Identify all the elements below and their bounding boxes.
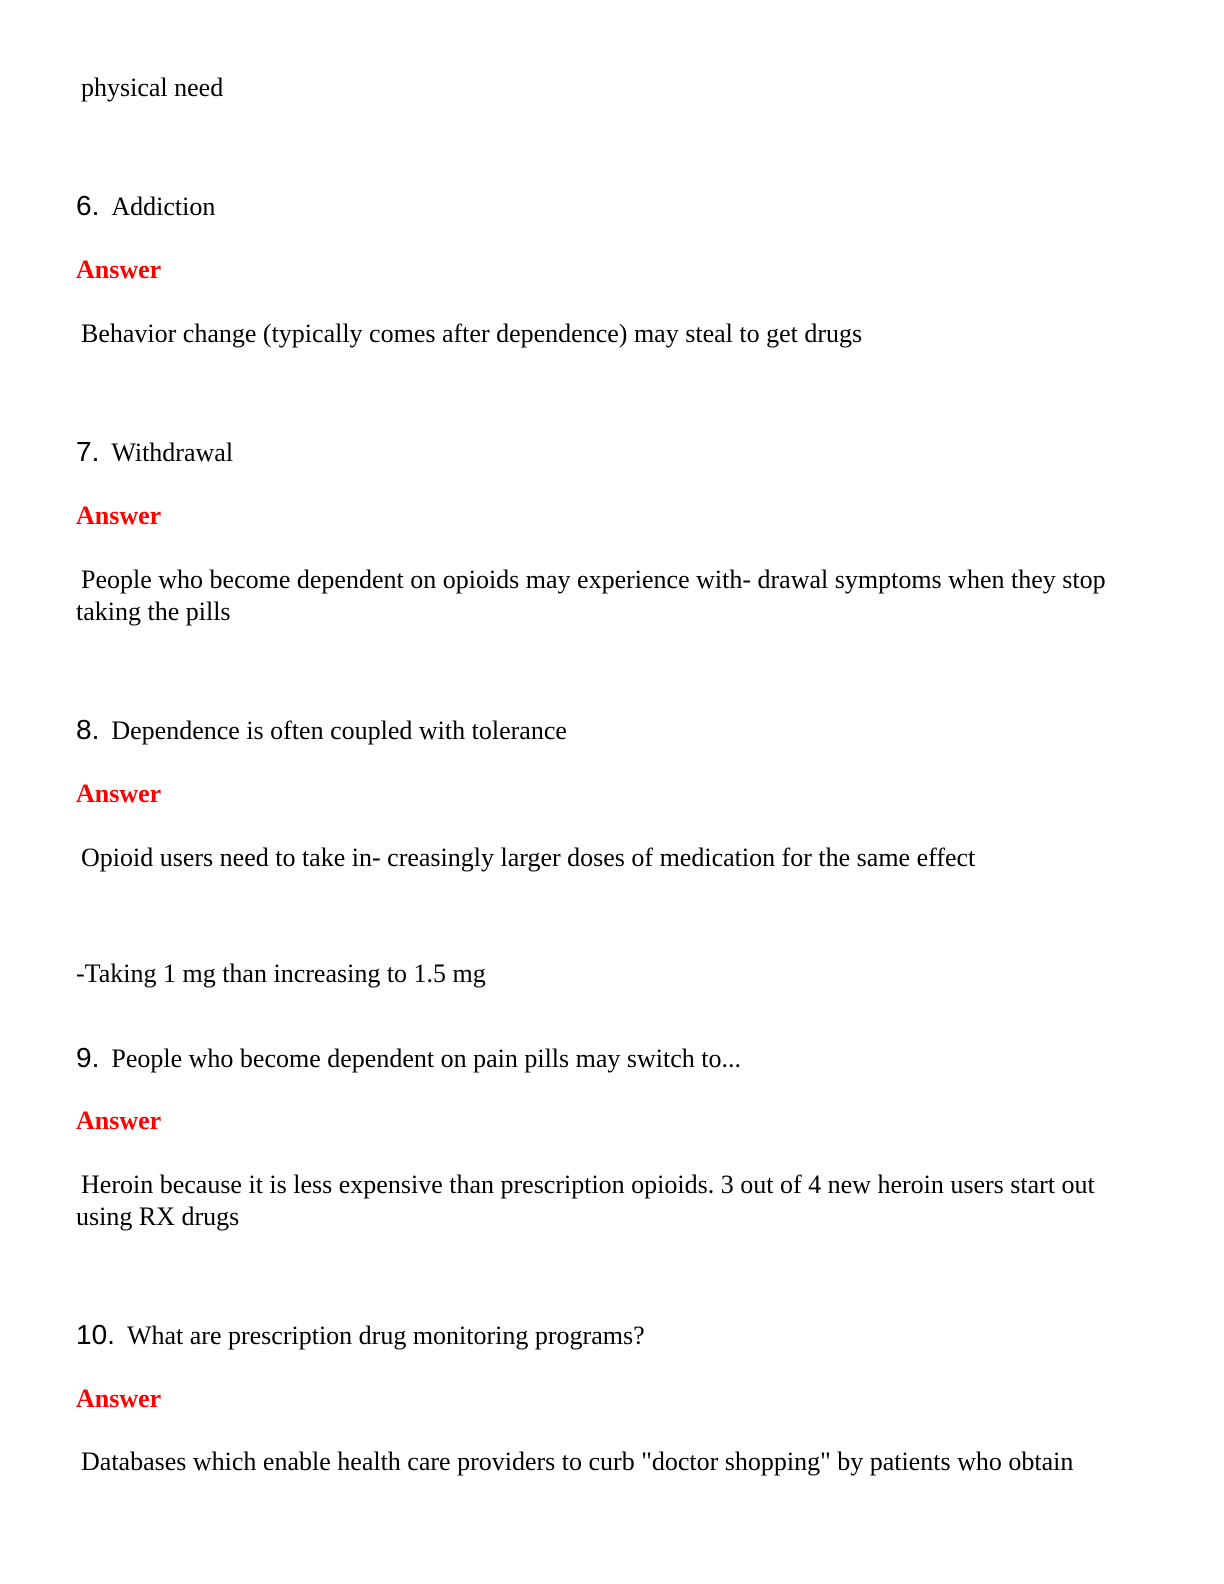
answer-text: Databases which enable health care providers to curb "doctor shopping" by patients who obtain bbox=[81, 1447, 1074, 1476]
question-6 bbox=[76, 190, 215, 223]
question-10 bbox=[76, 1319, 645, 1352]
question-7 bbox=[76, 436, 233, 469]
question-text: People who become dependent on pain pills may switch to... bbox=[111, 1044, 742, 1073]
answer-label: Answer bbox=[76, 779, 162, 808]
answer-text: Opioid users need to take in- creasingly larger doses of medication for the same effect bbox=[81, 843, 976, 872]
question-9 bbox=[76, 1042, 741, 1075]
question-number: 8. bbox=[76, 714, 100, 745]
answer-label: Answer bbox=[76, 501, 162, 530]
question-8 bbox=[76, 714, 567, 747]
question-number: 10. bbox=[76, 1319, 115, 1350]
question-text: Withdrawal bbox=[111, 438, 234, 467]
question-number: 9. bbox=[76, 1042, 100, 1073]
question-number: 6. bbox=[76, 190, 100, 221]
continued-answer-text: physical need bbox=[81, 73, 224, 102]
question-number: 7. bbox=[76, 436, 100, 467]
answer-label: Answer bbox=[76, 1384, 162, 1413]
answer-text: Behavior change (typically comes after dependence) may steal to get drugs bbox=[81, 319, 863, 348]
question-text: Addiction bbox=[111, 192, 216, 221]
answer-extra-text: -Taking 1 mg than increasing to 1.5 mg bbox=[76, 959, 486, 988]
answer-text: Heroin because it is less expensive than prescription opioids. 3 out of 4 new heroin users start out using RX drugs bbox=[76, 1170, 1095, 1231]
answer-label: Answer bbox=[76, 255, 162, 284]
question-text: What are prescription drug monitoring programs? bbox=[126, 1321, 645, 1350]
question-text: Dependence is often coupled with tolerance bbox=[111, 716, 567, 745]
answer-text: People who become dependent on opioids may experience with- drawal symptoms when they stop taking the pills bbox=[76, 565, 1106, 626]
answer-label: Answer bbox=[76, 1106, 162, 1135]
